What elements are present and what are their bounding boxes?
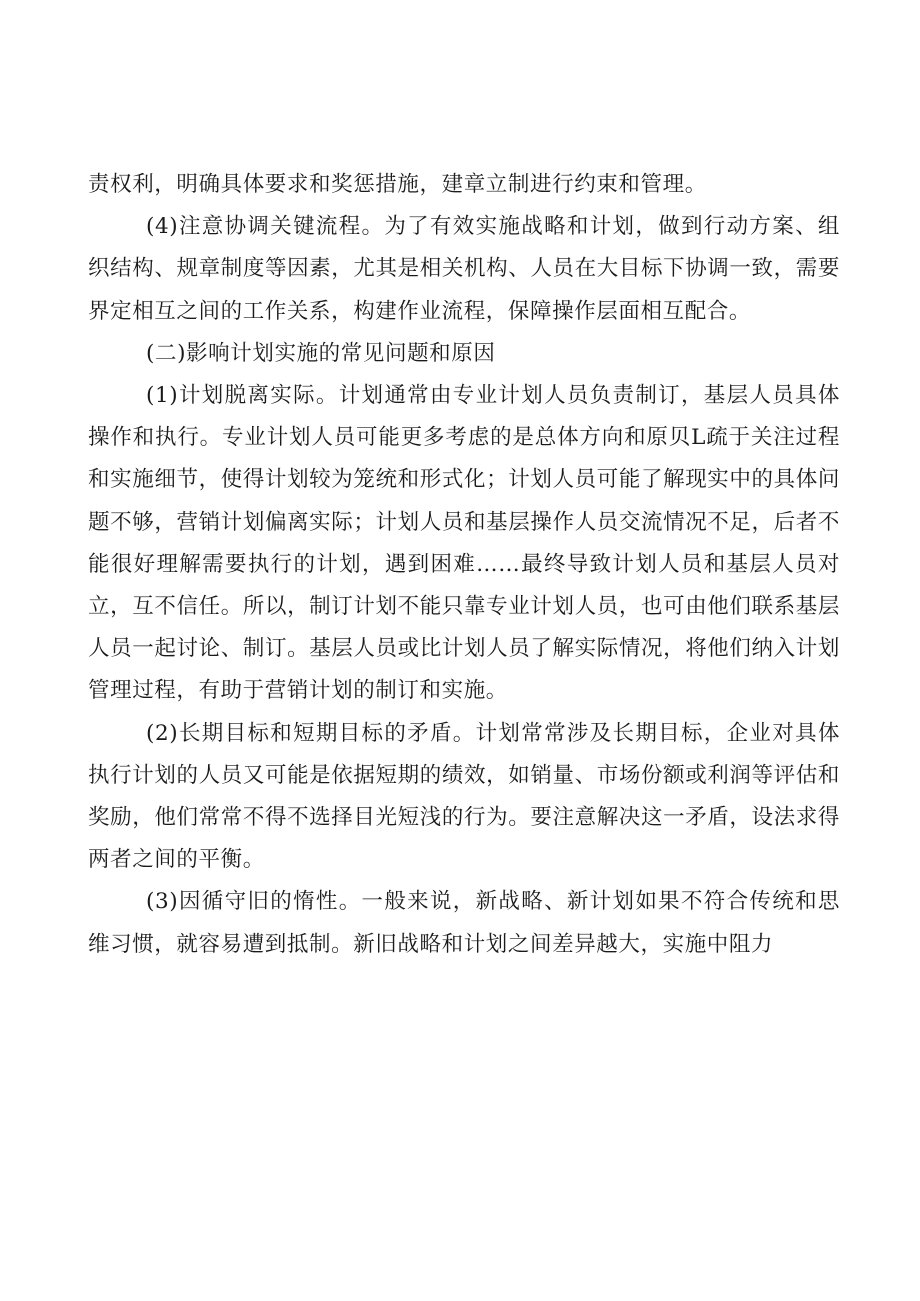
paragraph-plan-detached-from-reality: (1)计划脱离实际。计划通常由专业计划人员负责制订，基层人员具体操作和执行。专业计划人员可能更多考虑的是总体方向和原贝L疏于关注过程和实施细节，使得计划较为笼统和形式化；计划人员可能了解现实中的具体问题不够，营销计划偏离实际；计划人员和基层操作人员交流情况不足，后者不能很好理解需要执行的计划，遇到困难……最终导致计划人员和基层人员对立，互不信任。所以，制订计划不能只靠专业计划人员，也可由他们联系基层人员一起讨论、制订。基层人员或比计划人员了解实际情况，将他们纳入计划管理过程，有助于营销计划的制订和实施。 [88, 383, 840, 704]
paragraph-continuation: 责权利，明确具体要求和奖惩措施，建章立制进行约束和管理。 [88, 172, 707, 197]
section-heading-common-problems: (二)影响计划实施的常见问题和原因 [146, 340, 496, 366]
paragraph-inertia-of-tradition: (3)因循守旧的惰性。一般来说，新战略、新计划如果不符合传统和思维习惯，就容易遭到抵制。新旧战略和计划之间差异越大，实施中阻力 [88, 889, 840, 957]
paragraph-coordinate-key-processes: (4)注意协调关键流程。为了有效实施战略和计划，做到行动方案、组织结构、规章制度等因素，尤其是相关机构、人员在大目标下协调一致，需要界定相互之间的工作关系，构建作业流程，保障操作层面相互配合。 [88, 214, 840, 324]
paragraph-long-vs-short-term-goals: (2)长期目标和短期目标的矛盾。计划常常涉及长期目标，企业对具体执行计划的人员又可能是依据短期的绩效，如销量、市场份额或利润等评估和奖励，他们常常不得不选择目光短浅的行为。要注意解决这一矛盾，设法求得两者之间的平衡。 [88, 720, 840, 873]
document-body [88, 164, 840, 966]
